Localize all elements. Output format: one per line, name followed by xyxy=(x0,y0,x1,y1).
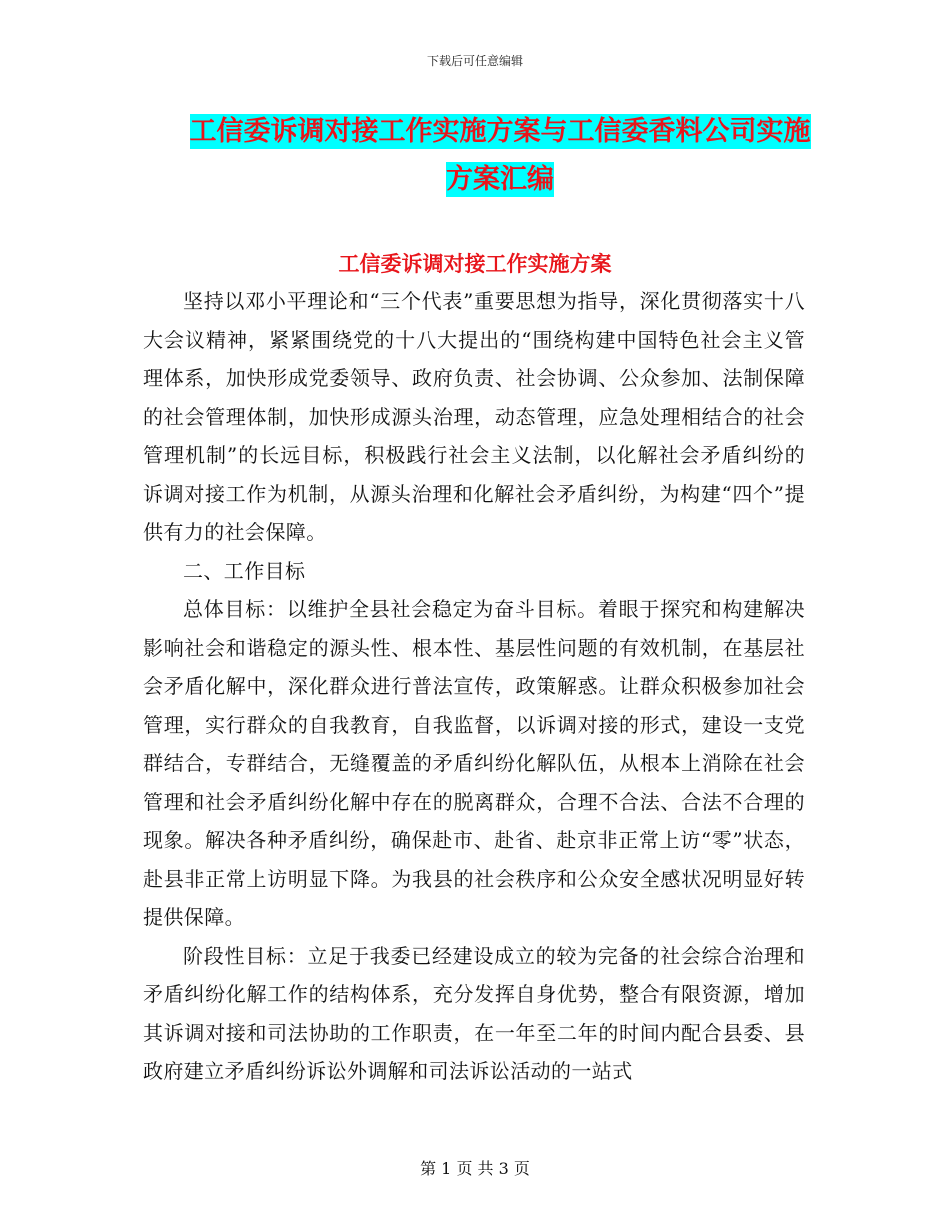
body-text xyxy=(143,282,805,1091)
document-title-line-1: 工信委诉调对接工作实施方案与工信委香料公司实施 xyxy=(189,116,811,147)
document-title xyxy=(150,108,850,204)
paragraph-guiding-principle: 坚持以邓小平理论和“三个代表”重要思想为指导，深化贯彻落实十八大会议精神，紧紧围绕党的十八大提出的“围绕构建中国特色社会主义管理体系，加快形成党委领导、政府负责、社会协调、公众参加、法制保障的社会管理体制，加快形成源头治理，动态管理，应急处理相结合的社会管理机制”的长远目标，积极践行社会主义法制，以化解社会矛盾纠纷的诉调对接工作为机制，从源头治理和化解社会矛盾纠纷，为构建“四个”提供有力的社会保障。 xyxy=(143,289,805,544)
heading-work-goals: 二、工作目标 xyxy=(183,558,306,583)
document-title-line-2: 方案汇编 xyxy=(446,164,554,195)
paragraph-stage-goal: 阶段性目标：立足于我委已经建设成立的较为完备的社会综合治理和矛盾纠纷化解工作的结构体系，充分发挥自身优势，整合有限资源，增加其诉调对接和司法协助的工作职责，在一年至二年的时间内配合县委、县政府建立矛盾纠纷诉讼外调解和司法诉讼活动的一站式 xyxy=(143,943,805,1083)
header-note: 下载后可任意编辑 xyxy=(426,54,523,68)
page-footer: 第 1 页 共 3 页 xyxy=(420,1159,530,1178)
paragraph-overall-goal: 总体目标：以维护全县社会稳定为奋斗目标。着眼于探究和构建解决影响社会和谐稳定的源头性、根本性、基层性问题的有效机制，在基层社会矛盾化解中，深化群众进行普法宣传，政策解惑。让群众积极参加社会管理，实行群众的自我教育，自我监督，以诉调对接的形式，建设一支党群结合，专群结合，无缝覆盖的矛盾纠纷化解队伍，从根本上消除在社会管理和社会矛盾纠纷化解中存在的脱离群众，合理不合法、合法不合理的现象。解决各种矛盾纠纷，确保赴市、赴省、赴京非正常上访“零”状态，赴县非正常上访明显下降。为我县的社会秩序和公众安全感状况明显好转提供保障。 xyxy=(143,597,805,929)
section-title: 工信委诉调对接工作实施方案 xyxy=(338,252,612,276)
